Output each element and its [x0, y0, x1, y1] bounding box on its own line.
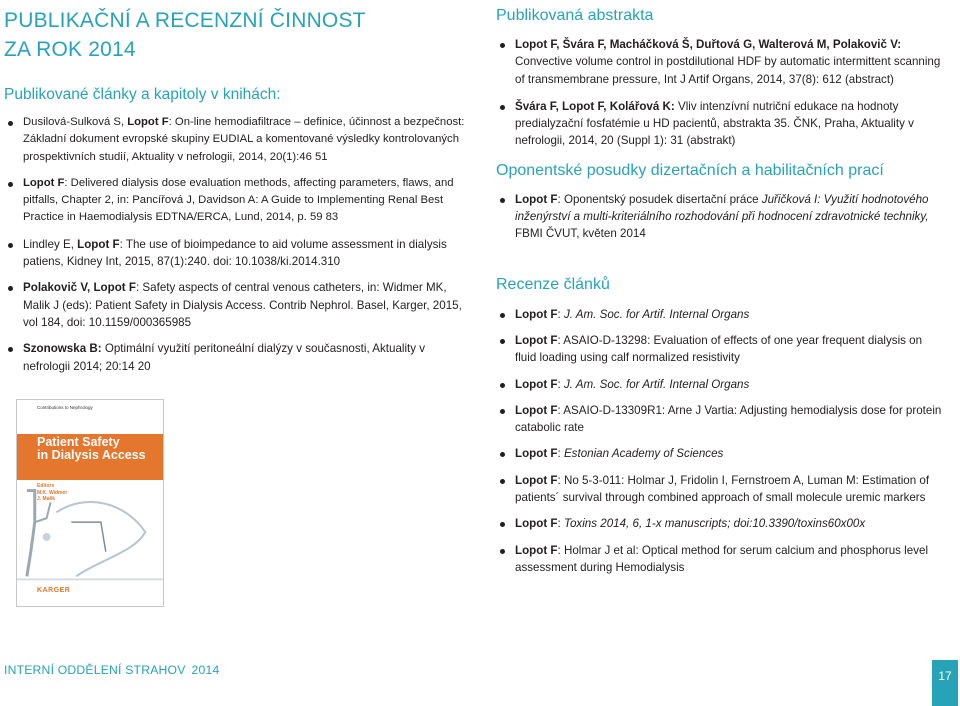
item-author-bold: Lopot F, Švára F, Macháčková Š, Duřtová G, Walterová M, Polakovič V:	[515, 38, 902, 51]
page-title	[4, 6, 468, 64]
item-text-italic: Juřičková I: Využití hodnotového inženýrství a multi-kriteriálního rozhodování při hodnocení zdravotnické techniky,	[515, 192, 929, 224]
cover-editor-1: M.K. Widmer	[37, 489, 68, 496]
item-text: : Holmar J et al: Optical method for serum calcium and phosphorus level assessment during Hemodialysis	[515, 543, 929, 574]
item-text: :	[557, 517, 564, 531]
item-text: :	[557, 377, 564, 391]
list-item	[4, 175, 468, 227]
list-item	[496, 515, 942, 532]
item-text: : ASAIO-D-13309R1: Arne J Vartia: Adjusting hemodialysis dose for protein catabolic rate	[515, 403, 942, 435]
item-author-bold: Švára F, Lopot F, Kolářová K:	[515, 99, 675, 113]
item-author-bold: Lopot F	[515, 307, 558, 321]
item-author-bold: Szonowska B:	[23, 342, 102, 356]
cover-illustration	[17, 482, 163, 582]
item-text-italic: J. Am. Soc. for Artif. Internal Organs	[563, 307, 750, 321]
list-item	[4, 340, 468, 375]
list-item	[496, 332, 942, 367]
item-text: : The use of bioimpedance to aid volume assessment in dialysis patiens, Kidney Int, 2015, 87(1):240. doi: 10.1038/ki.2014.310	[23, 237, 447, 269]
list-item	[4, 114, 468, 166]
cover-title-line1: Patient Safety	[37, 435, 120, 449]
item-text: : Oponentský posudek disertační práce	[557, 192, 762, 206]
item-text: Vliv intenzívní nutriční edukace na hodnoty predialyzační fosfatémie u HD pacientů, abstrakta 35. ČNK, Praha, Aktuality v nefrologii, 2014, 20 (Suppl 1): 31 (abstrakt)	[515, 99, 914, 148]
item-text-tail: FBMI ČVUT, květen 2014	[515, 227, 646, 241]
list-item	[496, 376, 942, 393]
book-cover-image	[16, 399, 164, 607]
page-title-line1: PUBLIKAČNÍ A RECENZNÍ ČINNOST	[4, 9, 366, 32]
item-text: : Delivered dialysis dose evaluation methods, affecting parameters, flaws, and pitfalls, Chapter 2, in: Pancířová J, Davidson A: A Guide to Implementing Renal Best Practice in Haemodialysis EDTNA/ERCA, Lund, 2014, p. 59 83	[23, 176, 454, 224]
section-heading-abstracts: Publikovaná abstrakta	[496, 7, 654, 24]
item-text: : On-line hemodiafiltrace – definice, účinnost a bezpečnost: Základní dokument evropské skupiny EUDIAL a komentované výsledky kontrolovaných prospektivních studií, Aktuality v nefrologii, 2014, 20(1):46 51	[23, 116, 465, 163]
cover-title	[37, 436, 146, 462]
item-text: Optimální využití peritoneální dialýzy v současnosti, Aktuality v nefrologii 2014; 20:14 20	[23, 342, 426, 373]
item-text-italic: J. Am. Soc. for Artif. Internal Organs	[563, 377, 750, 391]
item-authors: Dusilová-Sulková S,	[23, 116, 128, 128]
item-author-bold: Lopot F	[515, 517, 558, 531]
list-item	[496, 98, 942, 150]
section-heading-opponent: Oponentské posudky dizertačních a habilitačních prací	[496, 161, 884, 179]
item-author-bold: Lopot F	[515, 447, 558, 461]
item-author-bold: Lopot F	[77, 237, 120, 251]
section-heading-articles: Publikované články a kapitoly v knihách:	[4, 86, 281, 103]
list-item	[4, 236, 468, 271]
item-author-bold: Lopot F	[23, 176, 65, 189]
item-text: : ASAIO-D-13298: Evaluation of effects of one year frequent dialysis on fluid loading using calf normalized resistivity	[515, 333, 923, 365]
item-text: Convective volume control in postdilutional HDF by automatic intermittent scanning of transmembrane pressure, Int J Artif Organs, 2014, 37(8): 612 (abstract)	[515, 55, 941, 86]
list-item	[496, 445, 942, 462]
item-author-bold: Lopot F	[515, 192, 558, 206]
page-title-line2: ZA ROK 2014	[4, 38, 136, 61]
list-item	[496, 472, 942, 507]
section-heading-reviews: Recenze článků	[496, 275, 610, 293]
abstracts-list	[496, 36, 942, 150]
item-text-italic: Toxins 2014, 6, 1-x manuscripts; doi:10.3390/toxins60x00x	[563, 517, 866, 531]
item-author-bold: Lopot F	[127, 116, 169, 128]
right-column	[486, 0, 960, 576]
item-author-bold: Lopot F	[515, 473, 558, 487]
item-text: : Safety aspects of central venous catheters, in: Widmer MK, Malik J (eds): Patient Safety in Dialysis Access. Contrib Nephrol. Basel, Karger, 2015, vol 184, doi: 10.1159/000365985	[23, 281, 462, 329]
reviews-list	[496, 306, 942, 577]
list-item	[496, 306, 942, 323]
cover-editors-label: Editors	[37, 483, 55, 489]
item-text: : No 5-3-011: Holmar J, Fridolin I, Fernstroem A, Luman M: Estimation of patients´ survival through combined approach of small molecule uremic markers	[515, 473, 930, 505]
footer-year: 2014	[191, 663, 220, 677]
cover-publisher-logo: KARGER	[37, 587, 71, 594]
opponent-list	[496, 191, 942, 243]
item-text-italic: Estonian Academy of Sciences	[563, 447, 724, 461]
item-author-bold: Lopot F	[515, 403, 558, 417]
cover-editor-2: J. Malik	[37, 496, 56, 502]
footer	[4, 663, 219, 677]
footer-department: INTERNÍ ODDĚLENÍ STRAHOV	[4, 663, 186, 677]
item-author-bold: Lopot F	[515, 543, 558, 557]
list-item	[496, 542, 942, 577]
cover-title-line2: in Dialysis Access	[37, 448, 146, 462]
list-item	[496, 191, 942, 243]
left-column	[0, 0, 478, 375]
item-authors: Lindley E,	[23, 237, 78, 251]
item-text: :	[557, 447, 564, 461]
list-item	[496, 402, 942, 437]
cover-header	[17, 400, 163, 434]
page-number: 17	[932, 660, 958, 706]
item-author-bold: Polakovič V, Lopot F	[23, 281, 136, 295]
articles-list	[4, 114, 468, 375]
item-text: :	[557, 307, 564, 321]
cover-series: Contributions to Nephrology	[37, 405, 93, 410]
item-author-bold: Lopot F	[515, 377, 558, 391]
item-author-bold: Lopot F	[515, 333, 558, 347]
list-item	[496, 36, 942, 88]
list-item	[4, 279, 468, 331]
